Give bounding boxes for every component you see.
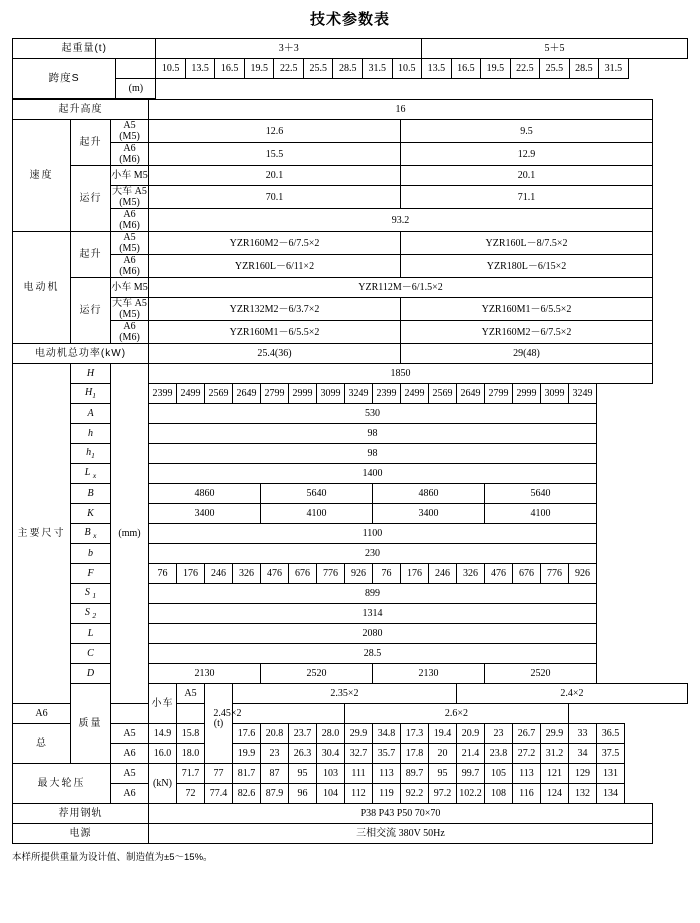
mass-total-a6-r4: 23.8: [485, 744, 513, 764]
wheel-a5-l4: 87: [261, 764, 289, 784]
mass-total-a6-r7: 34: [569, 744, 597, 764]
mass-total-a6-l2: 18.0: [177, 744, 205, 764]
dim-D-v2: 2520: [261, 664, 373, 684]
dim-K-v4: 4100: [485, 504, 597, 524]
dim-H1-l5: 2799: [261, 384, 289, 404]
dim-F-l5: 476: [261, 564, 289, 584]
span-right-7: 28.5: [569, 59, 599, 79]
capacity-right: 5＋5: [422, 39, 688, 59]
span-unit-blank: [116, 59, 156, 79]
wheel-a6-l1: 72: [177, 784, 205, 804]
span-left-1: 10.5: [156, 59, 186, 79]
section-label-speed: 速度: [13, 120, 71, 232]
span-left-4: 19.5: [244, 59, 274, 79]
section-label-motor: 电动机: [13, 232, 71, 344]
mass-grade-a6-total: A6: [111, 744, 149, 764]
speed-lift-a6-right: 12.9: [401, 143, 653, 166]
table-row-mass-trolley-a6: [13, 704, 688, 724]
motor-crane-a6-right: YZR160M2－6/7.5×2: [401, 321, 653, 344]
dim-H-value: 1850: [149, 364, 653, 384]
mass-total-a6-l4: 23: [261, 744, 289, 764]
table-row-rail: [13, 804, 688, 824]
dim-symbol-B: B: [71, 484, 111, 504]
motor-lift-a6-right: YZR180L－6/15×2: [401, 255, 653, 278]
dim-S1-value: 899: [149, 584, 597, 604]
mass-total-a5-r1: 17.3: [401, 724, 429, 744]
mass-total-a6-r5: 27.2: [513, 744, 541, 764]
row-label-power-supply: 电源: [13, 824, 149, 844]
dim-F-l4: 326: [233, 564, 261, 584]
dim-S2-value: 1314: [149, 604, 597, 624]
dim-symbol-S2: S $_2$: [71, 604, 111, 624]
mass-grade-a5-total: A5: [111, 724, 149, 744]
motor-lift-a6-left: YZR160L－6/11×2: [149, 255, 401, 278]
section-label-wheel-load: 最大轮压: [13, 764, 111, 804]
dim-F-r2: 176: [401, 564, 429, 584]
dim-symbol-S1: S $_1$: [71, 584, 111, 604]
dim-symbol-h1: $h_1$: [71, 444, 111, 464]
mass-total-a5-r2: 19.4: [429, 724, 457, 744]
mass-total-a6-l1: 16.0: [149, 744, 177, 764]
dim-F-r6: 676: [513, 564, 541, 584]
dim-H1-l7: 3099: [317, 384, 345, 404]
mass-total-a5-l6: 28.0: [317, 724, 345, 744]
dim-H1-l2: 2499: [177, 384, 205, 404]
sub-label-lifting-motor: 起升: [71, 232, 111, 278]
speed-crane-a6-label: A6 (M6): [111, 209, 149, 232]
dim-F-l1: 76: [149, 564, 177, 584]
wheel-a6-l4: 87.9: [261, 784, 289, 804]
motor-grade-a6-lift: A6 (M6): [111, 255, 149, 278]
sub-label-mass-trolley: 小车: [149, 684, 177, 724]
motor-total-power-left: 25.4(36): [149, 344, 401, 364]
wheel-a6-l8: 119: [373, 784, 401, 804]
mass-total-a5-l3: 17.6: [233, 724, 261, 744]
lift-height-value: 16: [149, 100, 653, 120]
mass-total-a6-r3: 21.4: [457, 744, 485, 764]
span-left-2: 13.5: [185, 59, 215, 79]
dim-B-v3: 4860: [373, 484, 485, 504]
dim-b-value: 230: [149, 544, 597, 564]
speed-trolley-label: 小车 M5: [111, 166, 149, 186]
dim-symbol-H: H: [71, 364, 111, 384]
dim-K-v2: 4100: [261, 504, 373, 524]
dim-F-l3: 246: [205, 564, 233, 584]
speed-crane-a5-left: 70.1: [149, 186, 401, 209]
dim-H1-l6: 2999: [289, 384, 317, 404]
mass-total-a5-l8: 34.8: [373, 724, 401, 744]
mass-total-a6-l5: 26.3: [289, 744, 317, 764]
dim-H1-r6: 2999: [513, 384, 541, 404]
dim-symbol-C: C: [71, 644, 111, 664]
span-left-7: 28.5: [333, 59, 363, 79]
span-right-8: 31.5: [599, 59, 629, 79]
wheel-load-unit: (kN): [149, 764, 177, 804]
wheel-a5-l1: 71.7: [177, 764, 205, 784]
wheel-a6-r6: 124: [541, 784, 569, 804]
footnote: 本样所提供重量为设计值、制造值为±5～15%。: [12, 852, 213, 863]
dim-h1-value: 98: [149, 444, 597, 464]
mass-trolley-a6-right: 2.6×2: [345, 704, 569, 724]
dim-H1-r5: 2799: [485, 384, 513, 404]
motor-crane-a5-left: YZR132M2－6/3.7×2: [149, 298, 401, 321]
table-row-wheel-load-a5: [13, 764, 688, 784]
sub-label-travel-motor: 运行: [71, 278, 111, 344]
mass-total-a5-l7: 29.9: [345, 724, 373, 744]
dim-F-r8: 926: [569, 564, 597, 584]
wheel-a5-l8: 113: [373, 764, 401, 784]
mass-total-a5-l2: 15.8: [177, 724, 205, 744]
table-row-motor-lift-a6: [13, 255, 688, 278]
dim-symbol-L: L: [71, 624, 111, 644]
dim-H1-l3: 2569: [205, 384, 233, 404]
dim-B-v1: 4860: [149, 484, 261, 504]
dim-Lx-value: 1400: [149, 464, 597, 484]
mass-total-a5-r5: 26.7: [513, 724, 541, 744]
mass-total-a6-l7: 32.7: [345, 744, 373, 764]
grade-a5-m5-lift: A5 (M5): [111, 120, 149, 143]
dim-L-value: 2080: [149, 624, 597, 644]
mass-total-a5-r8: 36.5: [597, 724, 625, 744]
wheel-grade-a6: A6: [111, 784, 149, 804]
mass-trolley-a5-left: 2.35×2: [233, 684, 457, 704]
mass-total-a5-r4: 23: [485, 724, 513, 744]
power-supply-value: 三相交流 380V 50Hz: [149, 824, 653, 844]
wheel-a5-r5: 113: [513, 764, 541, 784]
speed-lift-a5-left: 12.6: [149, 120, 401, 143]
sub-label-travel-speed: [71, 166, 111, 232]
wheel-a5-r8: 131: [597, 764, 625, 784]
span-right-6: 25.5: [540, 59, 570, 79]
dim-F-l8: 926: [345, 564, 373, 584]
dim-F-r1: 76: [373, 564, 401, 584]
wheel-a6-l5: 96: [289, 784, 317, 804]
table-row-mass-total-a6: [13, 744, 688, 764]
wheel-a5-r1: 89.7: [401, 764, 429, 784]
mass-grade-a5-trolley: A5: [177, 684, 205, 704]
grade-a6-m6-lift: A6 (M6): [111, 143, 149, 166]
table-row-dim-H: [13, 364, 688, 384]
mass-total-a5-r7: 33: [569, 724, 597, 744]
mass-total-a6-r1: 17.8: [401, 744, 429, 764]
mass-total-a6-l6: 30.4: [317, 744, 345, 764]
dim-F-r7: 776: [541, 564, 569, 584]
table-row-motor-total-power: [13, 344, 688, 364]
dim-A-value: 530: [149, 404, 597, 424]
motor-lift-a5-right: YZR160L－8/7.5×2: [401, 232, 653, 255]
dim-B-v4: 5640: [485, 484, 597, 504]
wheel-a6-r3: 102.2: [457, 784, 485, 804]
wheel-a6-l3: 82.6: [233, 784, 261, 804]
dim-C-value: 28.5: [149, 644, 597, 664]
motor-lift-a5-left: YZR160M2－6/7.5×2: [149, 232, 401, 255]
sub-label-travel-speed-inner: 运行: [79, 193, 102, 204]
dim-Bx-value: 1100: [149, 524, 597, 544]
mass-unit: (t): [205, 684, 233, 764]
wheel-a6-r4: 108: [485, 784, 513, 804]
motor-grade-a5-lift: A5 (M5): [111, 232, 149, 255]
motor-total-power-right: 29(48): [401, 344, 653, 364]
dim-symbol-K: K: [71, 504, 111, 524]
wheel-a5-l6: 103: [317, 764, 345, 784]
row-label-motor-total-power: 电动机总功率(kW): [13, 344, 149, 364]
technical-parameter-table-body: [12, 80, 688, 844]
dim-F-r5: 476: [485, 564, 513, 584]
wheel-a6-l6: 104: [317, 784, 345, 804]
mass-total-a5-r6: 29.9: [541, 724, 569, 744]
mass-total-a5-l1: 14.9: [149, 724, 177, 744]
dim-H1-r7: 3099: [541, 384, 569, 404]
motor-crane-a5-right: YZR160M1－6/5.5×2: [401, 298, 653, 321]
row-label-capacity: 起重量(t): [13, 39, 156, 59]
dim-D-v1: 2130: [149, 664, 261, 684]
wheel-a5-l3: 81.7: [233, 764, 261, 784]
sub-label-mass-total: 总: [13, 724, 71, 764]
mass-total-a5-l5: 23.7: [289, 724, 317, 744]
dim-F-l2: 176: [177, 564, 205, 584]
table-row-speed-trolley: [13, 166, 688, 186]
dim-symbol-Lx: L $_x$: [71, 464, 111, 484]
table-row-speed-crane-a6: [13, 209, 688, 232]
dim-H1-r3: 2569: [429, 384, 457, 404]
dim-D-v3: 2130: [373, 664, 485, 684]
mass-total-a6-l3: 19.9: [233, 744, 261, 764]
mass-total-a5-l4: 20.8: [261, 724, 289, 744]
span-right-5: 22.5: [510, 59, 540, 79]
dim-K-v1: 3400: [149, 504, 261, 524]
motor-crane-a5-label: 大车 A5 (M5): [112, 298, 147, 320]
dim-K-v3: 3400: [373, 504, 485, 524]
table-row-motor-crane-a5: [13, 298, 688, 321]
dim-H1-l8: 3249: [345, 384, 373, 404]
span-left-6: 25.5: [303, 59, 333, 79]
speed-crane-a6-all: 93.2: [149, 209, 653, 232]
span-left-3: 16.5: [215, 59, 245, 79]
table-row-capacity: [13, 39, 688, 59]
dim-symbol-A: A: [71, 404, 111, 424]
dim-F-l6: 676: [289, 564, 317, 584]
wheel-a6-r2: 97.2: [429, 784, 457, 804]
mass-trolley-a5-right: 2.4×2: [457, 684, 688, 704]
motor-crane-a6-label: A6 (M6): [111, 321, 149, 344]
mass-grade-a6-trolley: A6: [13, 704, 71, 724]
row-label-lift-height: 起升高度: [13, 100, 149, 120]
span-right-4: 19.5: [481, 59, 511, 79]
dim-symbol-Bx: B $_x$: [71, 524, 111, 544]
span-right-1: 10.5: [392, 59, 422, 79]
dim-F-l7: 776: [317, 564, 345, 584]
section-label-main-dims: 主要尺寸: [13, 364, 71, 704]
table-row-mass-total-a5: [13, 724, 688, 744]
wheel-a6-r1: 92.2: [401, 784, 429, 804]
table-row-speed-lift-a5: [13, 120, 688, 143]
wheel-a6-r8: 134: [597, 784, 625, 804]
speed-crane-a5-label: 大车 A5 (M5): [112, 186, 147, 208]
section-label-mass: 质量: [71, 684, 111, 764]
mass-total-a5-r3: 20.9: [457, 724, 485, 744]
table-row-motor-trolley: [13, 278, 688, 298]
wheel-a5-r3: 99.7: [457, 764, 485, 784]
dim-H1-r1: 2399: [373, 384, 401, 404]
wheel-a5-r2: 95: [429, 764, 457, 784]
mass-trolley-a6-left: 2.45×2: [111, 704, 345, 724]
dim-B-v2: 5640: [261, 484, 373, 504]
dim-symbol-h: h: [71, 424, 111, 444]
mass-total-a6-r8: 37.5: [597, 744, 625, 764]
table-row-lift-height: [13, 100, 688, 120]
dim-F-r4: 326: [457, 564, 485, 584]
dim-F-r3: 246: [429, 564, 457, 584]
table-row-motor-lift-a5: [13, 232, 688, 255]
wheel-a5-r6: 121: [541, 764, 569, 784]
speed-lift-a6-left: 15.5: [149, 143, 401, 166]
row-label-rail: 荐用钢轨: [13, 804, 149, 824]
table-row-motor-crane-a6: [13, 321, 688, 344]
speed-trolley-right: 20.1: [401, 166, 653, 186]
dim-H1-r2: 2499: [401, 384, 429, 404]
wheel-a5-l2: 77: [205, 764, 233, 784]
table-row-speed-lift-a6: [13, 143, 688, 166]
span-right-2: 13.5: [422, 59, 452, 79]
table-row-span: [13, 59, 688, 79]
wheel-a6-l7: 112: [345, 784, 373, 804]
wheel-grade-a5: A5: [111, 764, 149, 784]
dim-symbol-F: F: [71, 564, 111, 584]
dim-h-value: 98: [149, 424, 597, 444]
wheel-a5-r7: 129: [569, 764, 597, 784]
wheel-a6-r7: 132: [569, 784, 597, 804]
dim-symbol-D: D: [71, 664, 111, 684]
table-row-speed-crane-a5: [13, 186, 688, 209]
span-unit: (m): [116, 79, 156, 99]
wheel-a5-l7: 111: [345, 764, 373, 784]
capacity-left: 3＋3: [156, 39, 422, 59]
span-left-5: 22.5: [274, 59, 304, 79]
rail-value: P38 P43 P50 70×70: [149, 804, 653, 824]
dim-H1-r4: 2649: [457, 384, 485, 404]
dim-symbol-H1: $H_1$: [71, 384, 111, 404]
dims-unit-mm: (mm): [111, 364, 149, 704]
span-right-3: 16.5: [451, 59, 481, 79]
sub-label-lifting-speed: 起升: [71, 120, 111, 166]
dim-H1-r8: 3249: [569, 384, 597, 404]
table-row-power-supply: [13, 824, 688, 844]
wheel-a5-r4: 105: [485, 764, 513, 784]
speed-lift-a5-right: 9.5: [401, 120, 653, 143]
motor-trolley-label: 小车 M5: [111, 278, 149, 298]
row-label-span: 跨度S: [13, 59, 116, 99]
span-left-8: 31.5: [363, 59, 393, 79]
dim-H1-l4: 2649: [233, 384, 261, 404]
motor-crane-a6-left: YZR160M1－6/5.5×2: [149, 321, 401, 344]
dim-symbol-b: b: [71, 544, 111, 564]
page-title: 技术参数表: [309, 11, 390, 28]
dim-H1-l1: 2399: [149, 384, 177, 404]
table-row-wheel-load-a6: [13, 784, 688, 804]
mass-total-a6-l8: 35.7: [373, 744, 401, 764]
wheel-a6-l2: 77.4: [205, 784, 233, 804]
dim-D-v4: 2520: [485, 664, 597, 684]
motor-trolley-all: YZR112M－6/1.5×2: [149, 278, 653, 298]
wheel-a5-l5: 95: [289, 764, 317, 784]
wheel-a6-r5: 116: [513, 784, 541, 804]
speed-crane-a5-right: 71.1: [401, 186, 653, 209]
mass-total-a6-r2: 20: [429, 744, 457, 764]
speed-trolley-left: 20.1: [149, 166, 401, 186]
mass-total-a6-r6: 31.2: [541, 744, 569, 764]
